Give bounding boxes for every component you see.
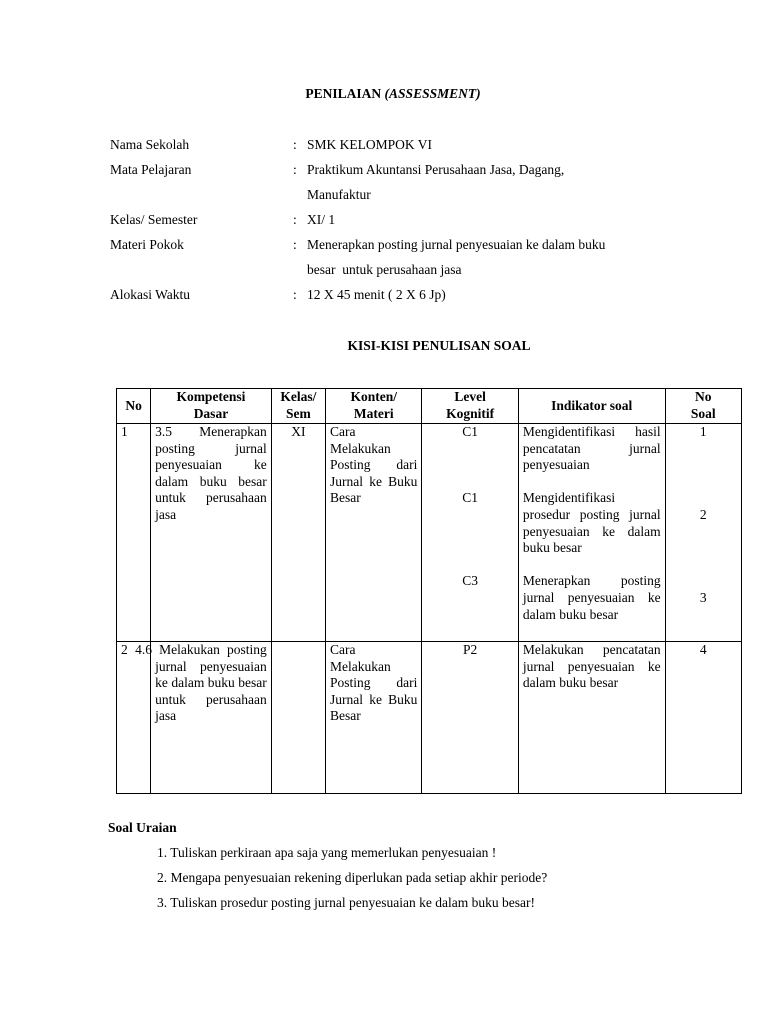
meta-value-mapel-line1: Praktikum Akuntansi Perusahaan Jasa, Dagang, (307, 162, 565, 177)
header-kelas: Kelas/ Sem (271, 389, 325, 424)
table-row (117, 642, 742, 794)
soal-title: Soal Uraian (108, 820, 177, 835)
cell-konten: Cara Melakukan Posting dari Jurnal ke Buku Besar (325, 424, 421, 642)
question-item: 2. Mengapa penyesuaian rekening diperlukan pada setiap akhir periode? (157, 870, 548, 885)
meta-colon: : (293, 212, 297, 227)
indikator-item: Mengidentifikasi hasil pencatatan jurnal penyesuaian (522, 424, 661, 473)
cell-kd: 3.5 Menerapkan posting jurnal penyesuaian ke dalam buku besar untuk perusahaan jasa (151, 424, 272, 642)
question-item: 3. Tuliskan prosedur posting jurnal penyesuaian ke dalam buku besar! (157, 895, 535, 910)
meta-label-sekolah: Nama Sekolah (110, 137, 190, 152)
cell-kelas (271, 642, 325, 794)
cell-indikator (518, 424, 665, 642)
level-item: C1 (462, 424, 479, 439)
cell-kd: 4.6 Melakukan posting jurnal penyesuaian ke dalam buku besar untuk perusahaan jasa (151, 642, 272, 794)
meta-colon: : (293, 137, 297, 152)
cell-level (422, 424, 518, 642)
title-main: PENILAIAN (305, 86, 385, 101)
cell-kelas: XI (271, 424, 325, 642)
level-item: C3 (462, 573, 479, 589)
meta-value-kelas: XI/ 1 (307, 212, 336, 227)
kisi-table (116, 388, 742, 794)
cell-level: P2 (422, 642, 518, 794)
meta-value-materi-line2: besar untuk perusahaan jasa (307, 262, 462, 277)
header-nosoal: No Soal (665, 389, 741, 424)
meta-value-waktu: 12 X 45 menit ( 2 X 6 Jp) (307, 287, 446, 302)
table-row (117, 424, 742, 642)
meta-value-sekolah: SMK KELOMPOK VI (307, 137, 433, 152)
meta-value-materi-line1: Menerapkan posting jurnal penyesuaian ke dalam buku (307, 237, 606, 252)
question-item: 1. Tuliskan perkiraan apa saja yang memerlukan penyesuaian ! (157, 845, 497, 860)
section-title: KISI-KISI PENULISAN SOAL (347, 338, 531, 353)
meta-colon: : (293, 237, 297, 252)
nosoal-item: 2 (699, 507, 707, 522)
header-konten: Konten/ Materi (325, 389, 421, 424)
meta-value-mapel-line2: Manufaktur (307, 187, 371, 202)
cell-no: 2 (117, 642, 151, 794)
meta-colon: : (293, 287, 297, 302)
level-item: C1 (462, 490, 479, 506)
table-header-row (117, 389, 742, 424)
title-emphasis: (ASSESSMENT) (384, 86, 481, 101)
cell-nosoal (665, 424, 741, 642)
indikator-item: Mengidentifikasi prosedur posting jurnal penyesuaian ke dalam buku besar (522, 490, 661, 556)
meta-label-materi: Materi Pokok (110, 237, 184, 252)
document-title (0, 86, 768, 103)
header-indikator: Indikator soal (518, 389, 665, 424)
cell-nosoal: 4 (665, 642, 741, 794)
nosoal-item: 3 (699, 590, 707, 605)
header-level: Level Kognitif (422, 389, 518, 424)
cell-no: 1 (117, 424, 151, 642)
meta-label-waktu: Alokasi Waktu (110, 287, 191, 302)
meta-label-mapel: Mata Pelajaran (110, 162, 192, 177)
indikator-item: Menerapkan posting jurnal penyesuaian ke dalam buku besar (522, 573, 661, 622)
header-kd: Kompetensi Dasar (151, 389, 272, 424)
nosoal-item: 1 (699, 424, 707, 439)
cell-indikator: Melakukan pencatatan jurnal penyesuaian ke dalam buku besar (518, 642, 665, 794)
meta-label-kelas: Kelas/ Semester (110, 212, 198, 227)
cell-konten: Cara Melakukan Posting dari Jurnal ke Buku Besar (325, 642, 421, 794)
meta-colon: : (293, 162, 297, 177)
header-no: No (117, 389, 151, 424)
